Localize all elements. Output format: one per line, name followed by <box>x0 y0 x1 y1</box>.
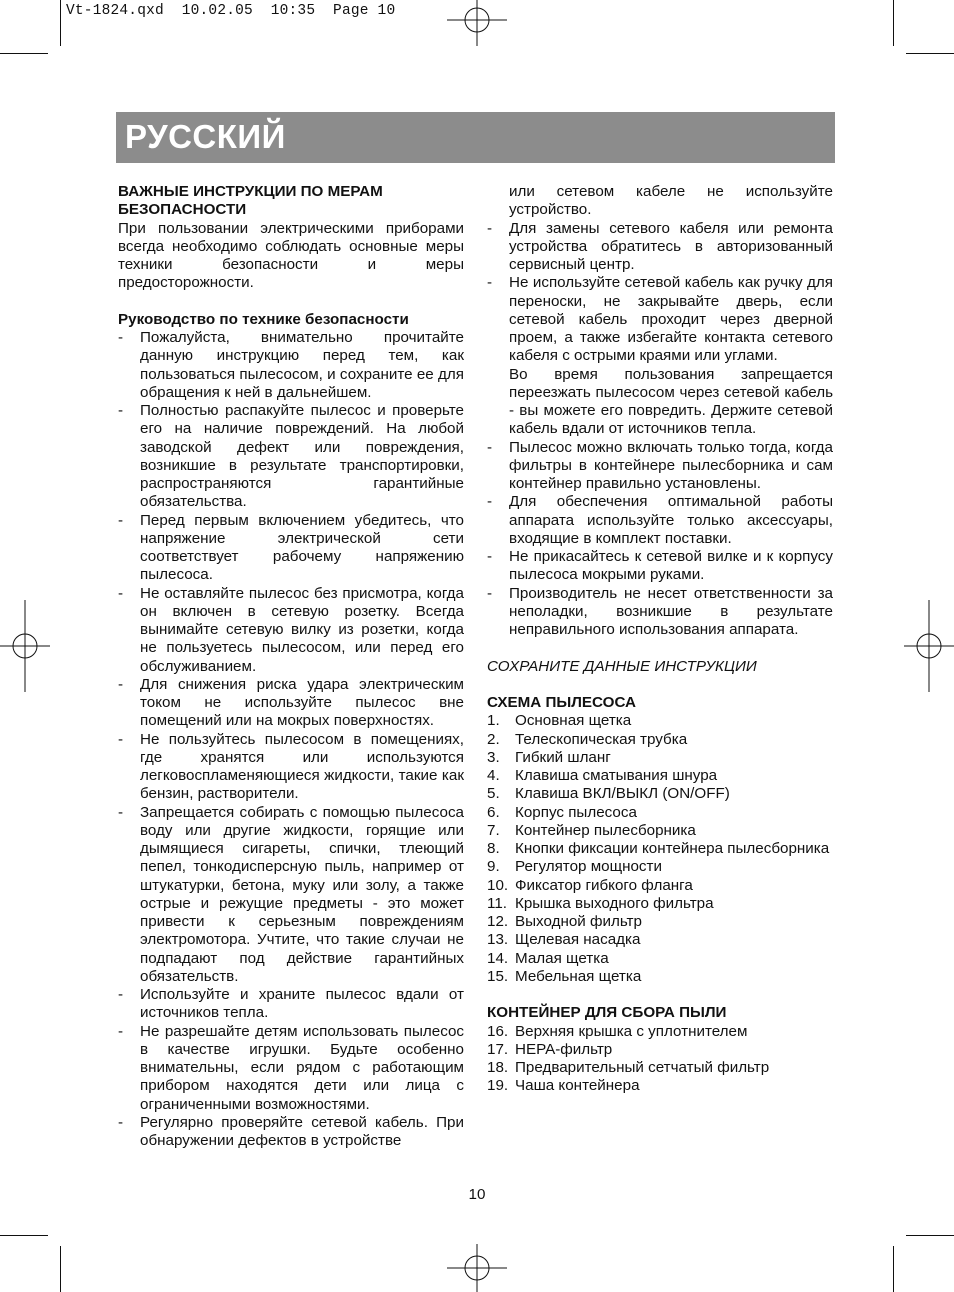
crop-mark <box>906 1235 954 1236</box>
list-item <box>487 767 833 785</box>
list-item-text: Чаша контейнера <box>515 1077 640 1095</box>
list-item <box>487 749 833 767</box>
container-list <box>487 1023 833 1096</box>
safety-item: - Для обеспечения оптимальной работы аппарата используйте только аксессуары, входящие в комплект поставки. <box>487 493 833 548</box>
crop-mark <box>906 53 954 54</box>
list-item <box>487 1041 833 1059</box>
registration-mark-bottom <box>447 1244 507 1292</box>
safety-item: - Используйте и храните пылесос вдали от источников тепла. <box>118 986 464 1023</box>
list-item-text: Клавиша сматывания шнура <box>515 767 718 784</box>
list-item-number: 2. <box>487 730 500 748</box>
page-number: 10 <box>468 1186 486 1203</box>
intro-paragraph: При пользовании электрическими приборами всегда необходимо соблюдать основные меры техники безопасности и меры предосторожности. <box>118 219 464 292</box>
crop-mark <box>893 1246 894 1292</box>
safety-item: - Пожалуйста, внимательно прочитайте данную инструкцию перед тем, как пользоваться пылесосом, и сохраните ее для обращения к ней в дальнейшем. <box>118 329 464 402</box>
list-item <box>487 712 833 730</box>
list-item-number: 1. <box>487 712 500 730</box>
container-heading: КОНТЕЙНЕР ДЛЯ СБОРА ПЫЛИ <box>487 1004 727 1022</box>
list-item-text: Телескопическая трубка <box>515 730 688 748</box>
list-item <box>487 1023 833 1041</box>
list-item-number: 15. <box>487 967 509 985</box>
registration-mark-top <box>447 0 507 46</box>
list-item <box>487 913 833 931</box>
list-item <box>487 931 833 949</box>
list-item <box>487 804 833 822</box>
scheme-list <box>487 712 833 986</box>
list-item-number: 19. <box>487 1077 509 1095</box>
list-item-text: Щелевая насадка <box>515 931 641 949</box>
scheme-heading: СХЕМА ПЫЛЕСОСА <box>487 694 637 711</box>
list-item-number: 7. <box>487 821 500 839</box>
guide-heading: Руководство по технике безопасности <box>118 310 409 328</box>
list-item-number: 4. <box>487 767 500 784</box>
list-item-number: 9. <box>487 858 500 876</box>
safety-item: - Полностью распакуйте пылесос и проверьте его на наличие повреждений. На любой заводской дефект или повреждения, возникшие в результате транспортировки, распространяются гарантийные обязательства. <box>118 402 464 512</box>
safety-item: - Пылесос можно включать только тогда, когда фильтры в контейнере пылесборника и сам контейнер правильно установлены. <box>487 439 833 494</box>
safety-heading-line: ВАЖНЫЕ ИНСТРУКЦИИ ПО МЕРАМ <box>118 183 383 200</box>
right-column <box>487 183 833 1096</box>
list-item-text: Кнопки фиксации контейнера пылесборника <box>515 840 830 857</box>
banner-title: РУССКИЙ <box>125 118 286 155</box>
registration-mark-right <box>904 600 954 692</box>
left-column <box>118 183 464 1150</box>
list-item-number: 6. <box>487 803 500 821</box>
list-item <box>487 950 833 968</box>
safety-item: - Для снижения риска удара электрическим током не используйте пылесос вне помещений или на мокрых поверхностях. <box>118 676 464 731</box>
safety-item: - Перед первым включением убедитесь, что напряжение электрической сети соответствует рабочему напряжению пылесоса. <box>118 512 464 585</box>
language-banner <box>116 112 835 163</box>
list-item <box>487 1077 833 1095</box>
crop-mark <box>60 0 61 46</box>
crop-mark <box>0 53 48 54</box>
safety-heading-line: БЕЗОПАСНОСТИ <box>118 201 247 219</box>
list-item <box>487 785 833 803</box>
list-item-number: 5. <box>487 785 500 803</box>
list-item-number: 3. <box>487 748 500 766</box>
list-item-text: Корпус пылесоса <box>515 803 637 821</box>
list-item <box>487 840 833 858</box>
printer-slug: Vt-1824.qxd 10.02.05 10:35 Page 10 <box>66 3 396 19</box>
list-item-number: 18. <box>487 1059 509 1076</box>
list-item <box>487 822 833 840</box>
list-item-text: Клавиша ВКЛ/ВЫКЛ (ON/OFF) <box>515 785 730 803</box>
safety-item: - Не прикасайтесь к сетевой вилке и к корпусу пылесоса мокрыми руками. <box>487 548 833 585</box>
list-item-text: Мебельная щетка <box>515 967 642 985</box>
list-item-number: 10. <box>487 876 509 894</box>
safety-item: - Не оставляйте пылесос без присмотра, когда он включен в сетевую розетку. Всегда вынимайте сетевую вилку из розетки, когда не пользуетесь пылесосом, или перед его обслуживанием. <box>118 585 464 676</box>
list-item-text: Фиксатор гибкого фланга <box>515 876 693 894</box>
crop-mark <box>60 1246 61 1292</box>
list-item-number: 8. <box>487 840 500 857</box>
safety-item: - Не используйте сетевой кабель как ручку для переноски, не закрывайте дверь, если сетевой кабель проходит через дверной проем, а также избегайте контакта сетевого кабеля с острыми краями или углами. <box>487 274 833 365</box>
continued-item: или сетевом кабеле не используйте устройство. <box>509 183 833 219</box>
safety-item: - Для замены сетевого кабеля или ремонта устройства обратитесь в авторизованный сервисный центр. <box>487 220 833 275</box>
list-item-text: Малая щетка <box>515 949 609 967</box>
list-item-text: Выходной фильтр <box>515 913 642 930</box>
list-item-number: 16. <box>487 1022 509 1040</box>
list-item-text: Крышка выходного фильтра <box>515 894 714 912</box>
safety-item: - Производитель не несет ответственности за неполадки, возникшие в результате неправильного использования аппарата. <box>487 585 833 640</box>
list-item-number: 11. <box>487 894 507 912</box>
list-item-text: Регулятор мощности <box>515 858 662 876</box>
list-item-text: HEPA-фильтр <box>515 1040 613 1058</box>
safety-item: - Регулярно проверяйте сетевой кабель. При обнаружении дефектов в устройстве <box>118 1114 464 1151</box>
safety-item: - Запрещается собирать с помощью пылесоса воду или другие жидкости, горящие или дымящиеся сигареты, спички, тлеющий пепел, тонкодисперсную пыль, например от штукатурки, бетона, муку или золу, а также острые и режущие предметы - это может привести к серьезным повреждениям электромотора. Учтите, что такие случаи не подпадают под действие гарантийных обязательств. <box>118 804 464 987</box>
list-item-text: Верхняя крышка с уплотнителем <box>515 1022 748 1040</box>
list-item-text: Предварительный сетчатый фильтр <box>515 1059 770 1076</box>
list-item-text: Контейнер пылесборника <box>515 821 696 839</box>
list-item-text: Гибкий шланг <box>515 748 611 766</box>
list-item <box>487 731 833 749</box>
list-item-number: 13. <box>487 931 509 949</box>
list-item-number: 14. <box>487 949 509 967</box>
crop-mark <box>893 0 894 46</box>
list-item <box>487 895 833 913</box>
safety-item: - Не пользуйтесь пылесосом в помещениях, где хранятся или используются легковоспламеняющиеся жидкости, такие как бензин, растворители. <box>118 731 464 804</box>
list-item <box>487 877 833 895</box>
list-item <box>487 1059 833 1077</box>
list-item-number: 17. <box>487 1040 509 1058</box>
list-item-number: 12. <box>487 913 509 930</box>
registration-mark-left <box>0 600 50 692</box>
safety-item: - Не разрешайте детям использовать пылесос в качестве игрушки. Будьте особенно внимательны, если рядом с работающим прибором находятся дети или лица с ограниченными возможностями. <box>118 1023 464 1114</box>
list-item <box>487 858 833 876</box>
list-item-text: Основная щетка <box>515 712 632 730</box>
list-item <box>487 968 833 986</box>
save-instructions-note: СОХРАНИТЕ ДАННЫЕ ИНСТРУКЦИИ <box>487 657 757 675</box>
cable-note: Во время пользования запрещается переезжать пылесосом через сетевой кабель - вы можете его повредить. Держите сетевой кабель вдали от источников тепла. <box>509 365 833 438</box>
crop-mark <box>0 1235 48 1236</box>
